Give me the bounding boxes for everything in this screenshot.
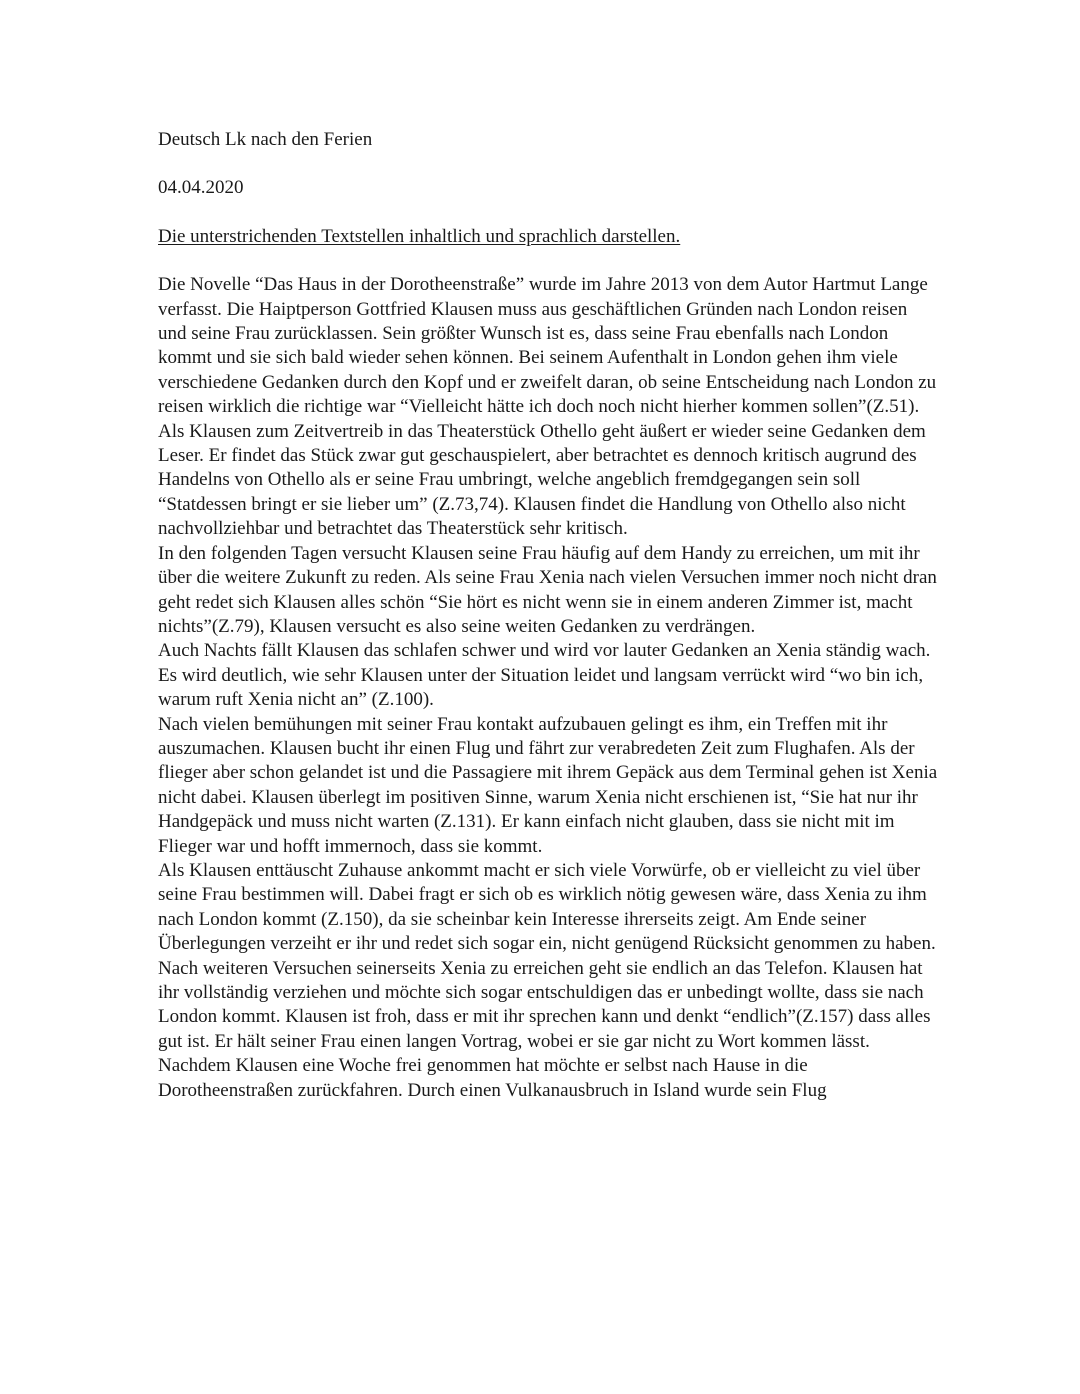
paragraph: Auch Nachts fällt Klausen das schlafen schwer und wird vor lauter Gedanken an Xenia ständig wach. Es wird deutlich, wie sehr Klausen unter der Situation leidet und langsam verrückt wird “wo bin ich, warum ruft Xenia nicht an” (Z.100). <box>158 640 931 711</box>
paragraph: Nach vielen bemühungen mit seiner Frau kontakt aufzubauen gelingt es ihm, ein Treffen mit ihr auszumachen. Klausen bucht ihr einen Flug und fährt zur verabredeten Zeit zum Flughafen. Als der flieger aber schon gelandet ist und die Passagiere mit ihrem Gepäck aus dem Terminal gehen ist Xenia nicht dabei. Klausen überlegt im positiven Sinne, warum Xenia nicht erschienen ist, “Sie hat nur ihr Handgepäck und muss nicht warten (Z.131). Er kann einfach nicht glauben, dass sie nicht mit im Flieger war und hofft immernoch, dass sie kommt. <box>158 713 938 857</box>
document-date: 04.04.2020 <box>158 177 244 199</box>
paragraph: Nach weiteren Versuchen seinerseits Xenia zu erreichen geht sie endlich an das Telefon. Klausen hat ihr vollständig verziehen und möchte sich sogar entschuldigen das er unbedingt wollte, dass sie nach London kommt. Klausen ist froh, dass er mit ihr sprechen kann und denkt “endlich”(Z.157) dass alles gut ist. Er hält seiner Frau einen langen Vortrag, wobei er sie gar nicht zu Wort kommen lässt. <box>158 957 931 1052</box>
paragraph: Nachdem Klausen eine Woche frei genommen hat möchte er selbst nach Hause in die Dorotheenstraßen zurückfahren. Durch einen Vulkanausbruch in Island wurde sein Flug <box>158 1055 827 1101</box>
document-heading: Deutsch Lk nach den Ferien <box>158 129 373 150</box>
document-body <box>158 273 938 1103</box>
paragraph: Als Klausen enttäuscht Zuhause ankommt macht er sich viele Vorwürfe, ob er vielleicht zu viel über seine Frau bestimmen will. Dabei fragt er sich ob es wirklich nötig gewesen wäre, dass Xenia zu ihm nach London kommt (Z.150), da sie scheinbar kein Interesse ihrerseits zeigt. Am Ende seiner Überlegungen verzeiht er ihr und redet sich sogar ein, nicht genügend Rücksicht genommen zu haben. <box>158 859 936 955</box>
paragraph: Die Novelle “Das Haus in der Dorotheenstraße” wurde im Jahre 2013 von dem Autor Hartmut Lange verfasst. Die Haiptperson Gottfried Klausen muss aus geschäftlichen Gründen nach London reisen und seine Frau zurücklassen. Sein größter Wunsch ist es, dass seine Frau ebenfalls nach London kommt und sie sich bald wieder sehen können. Bei seinem Aufenthalt in London gehen ihm viele verschiedene Gedanken durch den Kopf und er zweifelt daran, ob seine Entscheidung nach London zu reisen wirklich die richtige war “Vielleicht hätte ich doch noch nicht hierher kommen sollen”(Z.51). <box>158 274 937 418</box>
paragraph: Als Klausen zum Zeitvertreib in das Theaterstück Othello geht äußert er wieder seine Gedanken dem Leser. Er findet das Stück zwar gut geschauspielert, aber betrachtet es dennoch kritisch augrund des Handelns von Othello als er seine Frau umbringt, welche angeblich fremdgegangen sein soll “Statdessen bringt er sie lieber um” (Z.73,74). Klausen findet die Handlung von Othello also nicht nachvollziehbar und betrachtet das Theaterstück sehr kritisch. <box>158 420 926 540</box>
document-content <box>158 128 938 1103</box>
task-instruction: Die unterstrichenden Textstellen inhaltlich und sprachlich darstellen. <box>158 225 681 247</box>
paragraph: In den folgenden Tagen versucht Klausen seine Frau häufig auf dem Handy zu erreichen, um mit ihr über die weitere Zukunft zu reden. Als seine Frau Xenia nach vielen Versuchen immer noch nicht dran geht redet sich Klausen alles schön “Sie hört es nicht wenn sie in einem anderen Zimmer ist, macht nichts”(Z.79), Klausen versucht es also seine weiten Gedanken zu verdrängen. <box>158 542 937 637</box>
